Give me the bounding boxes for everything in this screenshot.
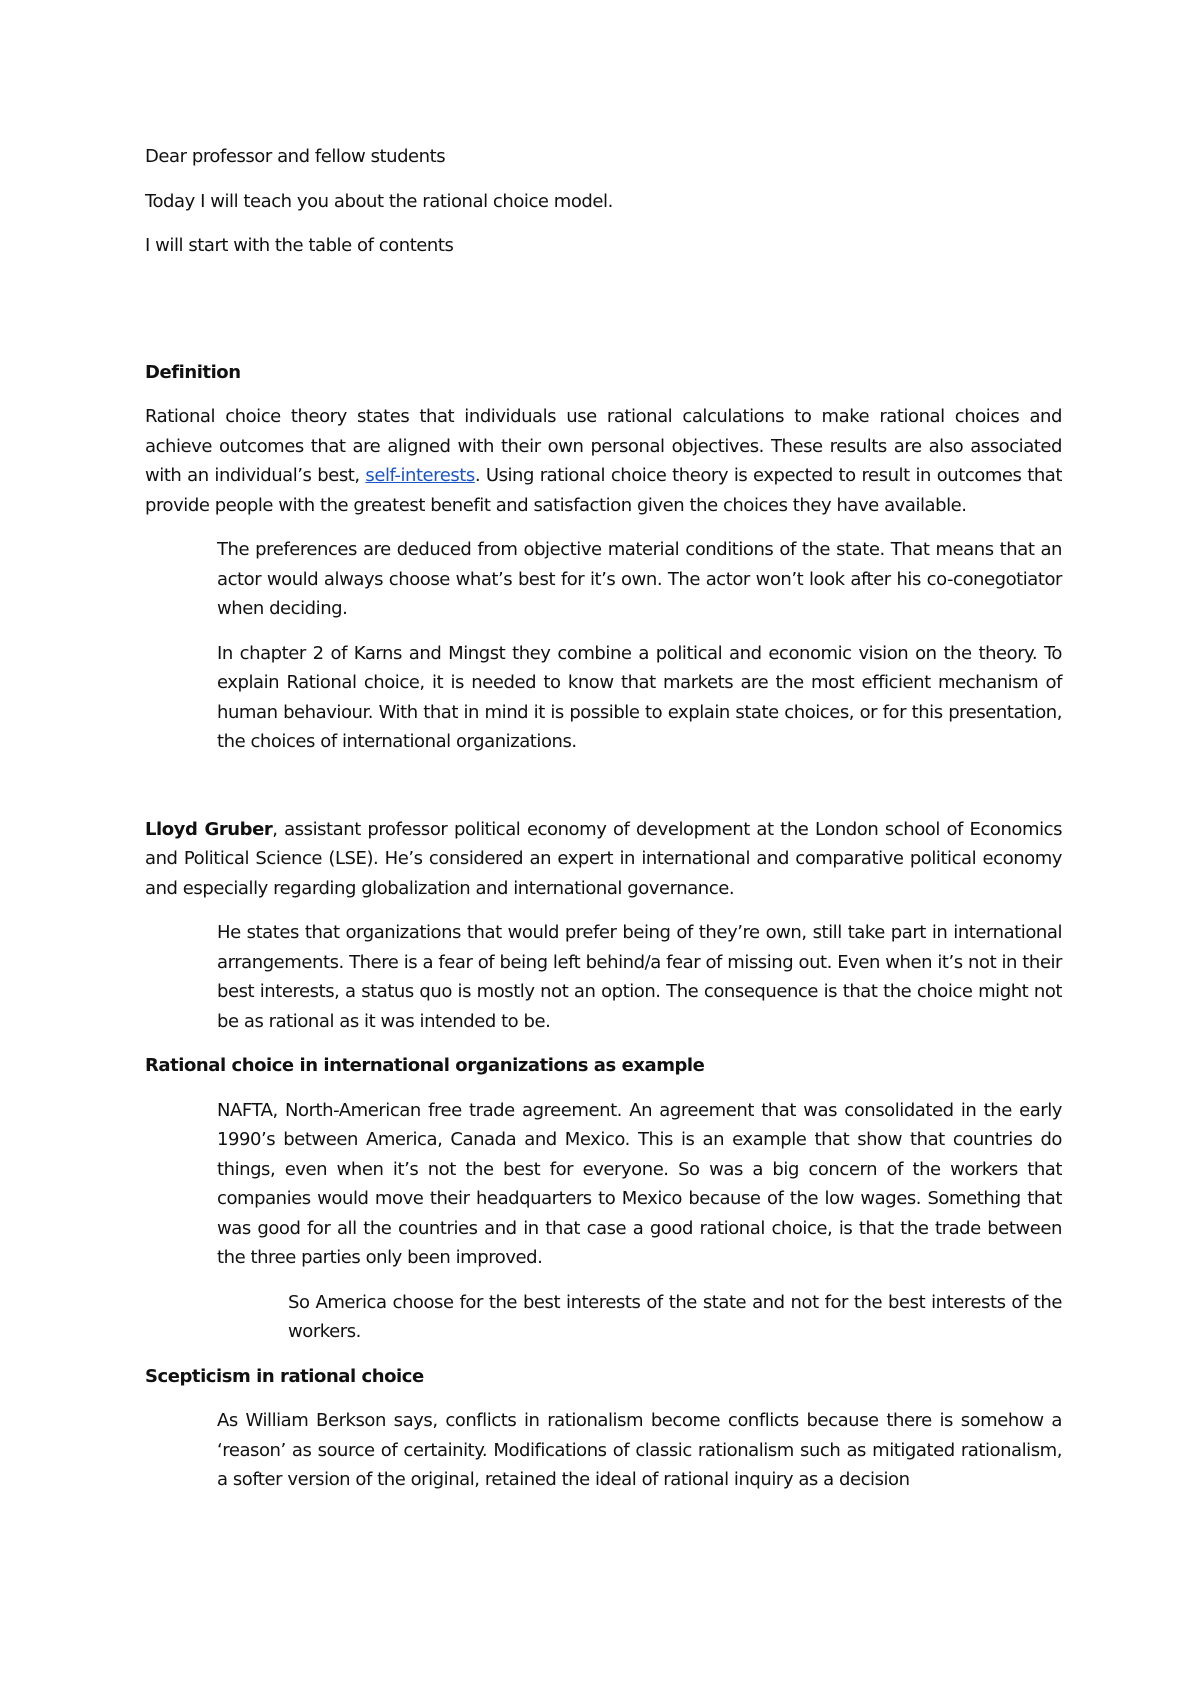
preferences-paragraph: The preferences are deduced from objective material conditions of the state. That means that an actor would always choose what’s best for it’s own. The actor won’t look after his co-conegotiator when deciding. xyxy=(217,539,1062,619)
intro-line: Today I will teach you about the rational choice model. xyxy=(145,190,613,212)
scepticism-heading: Scepticism in rational choice xyxy=(145,1365,424,1387)
gruber-name: Lloyd Gruber xyxy=(145,818,273,840)
definition-heading: Definition xyxy=(145,361,241,383)
greeting-line: Dear professor and fellow students xyxy=(145,146,446,167)
nafta-paragraph: NAFTA, North-American free trade agreement. An agreement that was consolidated in the early 1990’s between America, Canada and Mexico. This is an example that show that countries do things, even when it’s not the best for everyone. So was a big concern of the workers that companies would move their headquarters to Mexico because of the low wages. Something that was good for all the countries and in that case a good rational choice, is that the trade between the three parties only been improved. xyxy=(217,1099,1062,1268)
definition-paragraph: Rational choice theory states that individuals use rational calculations to make rational choices and achieve outcomes that are aligned with their own personal objectives. These results are also associated with an individual’s best, self-interests. Using rational choice theory is expected to result in outcomes that provide people with the greatest benefit and satisfaction given the choices they have available. xyxy=(145,406,1062,516)
america-paragraph: So America choose for the best interests of the state and not for the best interests of the workers. xyxy=(288,1291,1062,1342)
karns-mingst-paragraph: In chapter 2 of Karns and Mingst they combine a political and economic vision on the theory. To explain Rational choice, it is needed to know that markets are the most efficient mechanism of human behaviour. With that in mind it is possible to explain state choices, or for this presentation, the choices of international organizations. xyxy=(217,642,1062,752)
toc-line: I will start with the table of contents xyxy=(145,235,454,256)
gruber-paragraph: Lloyd Gruber, assistant professor political economy of development at the London school of Economics and Political Science (LSE). He’s considered an expert in international and comparative political economy and especially regarding globalization and international governance. xyxy=(145,818,1062,899)
berkson-paragraph: As William Berkson says, conflicts in rationalism become conflicts because there is somehow a ‘reason’ as source of certainity. Modifications of classic rationalism such as mitigated rationalism, a softer version of the original, retained the ideal of rational inquiry as a decision xyxy=(217,1410,1062,1490)
self-interests-link[interactable]: self-interests xyxy=(365,465,475,486)
gruber-statement-paragraph: He states that organizations that would prefer being of they’re own, still take part in international arrangements. There is a fear of being left behind/a fear of missing out. Even when it’s not in their best interests, a status quo is mostly not an option. The consequence is that the choice might not be as rational as it was intended to be. xyxy=(217,922,1062,1032)
document-body xyxy=(145,142,1062,1495)
example-heading: Rational choice in international organizations as example xyxy=(145,1055,705,1076)
